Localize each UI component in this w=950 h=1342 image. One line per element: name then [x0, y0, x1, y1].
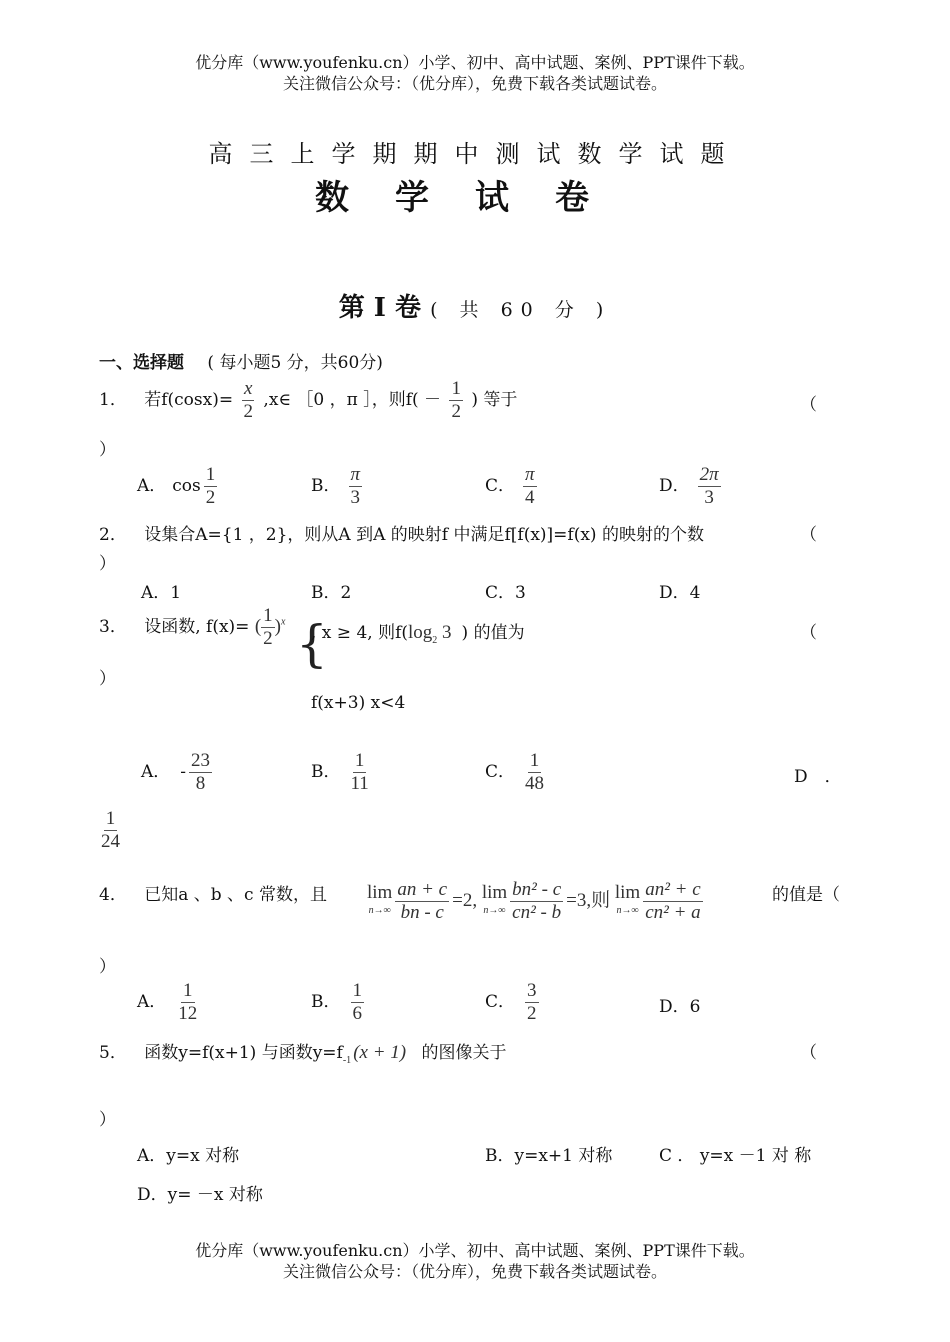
q1-option-b[interactable]: B． $\frac{\pi}{3}$: [311, 464, 361, 508]
q3-option-d-label[interactable]: D ．: [794, 767, 842, 787]
q3-text-pre: 设函数, f(x)=: [144, 616, 250, 637]
header-line-1: 优分库（www.youfenku.cn）小学、初中、高中试题、案例、PPT课件下载。: [195, 53, 755, 72]
q5-option-b[interactable]: B．y=x+1 对称: [485, 1146, 613, 1166]
exam-subtitle: 高三上学期期中测试数学试题: [208, 140, 742, 168]
q1-option-d[interactable]: D． $\frac{2\pi}{3}$: [659, 464, 719, 508]
q3-log: $\log_2 3$: [408, 622, 452, 646]
q5-option-d[interactable]: D．y= －x 对称: [137, 1185, 263, 1205]
q3-answer-paren-close: ）: [99, 669, 116, 689]
q2-option-c[interactable]: C．3: [485, 583, 526, 603]
footer-line-1: 优分库（www.youfenku.cn）小学、初中、高中试题、案例、PPT课件下载。: [195, 1241, 755, 1260]
footer-line-2: 关注微信公众号：（优分库），免费下载各类试题试卷。: [282, 1262, 667, 1281]
q5-option-c[interactable]: C ． y=x －1 对 称: [659, 1146, 812, 1166]
q4-text-pre: 已知a 、b 、c 常数，且: [144, 885, 327, 905]
q5-text-post: 的图像关于: [421, 1043, 507, 1063]
question-3: [99, 605, 285, 650]
q4-option-b[interactable]: B． $\frac{1}{6}$: [311, 980, 362, 1024]
q4-option-d[interactable]: D．6: [659, 997, 701, 1017]
question-4: [99, 880, 327, 905]
q4-limit-expression: lim n→∞ $\frac{an + c}{bn - c}$ =2, lim n→∞ $\frac{\text{bn² - c}}{\text{cn² - b}}$ =3,则 lim n→∞ $\frac{\text{an² + c}}{\text{cn² + a}}$: [367, 879, 701, 923]
q1-option-a[interactable]: A． cos $\frac{1}{2}$: [137, 464, 216, 508]
q3-option-c[interactable]: C． $\frac{1}{48}$: [485, 750, 545, 794]
q1-fraction-x-over-2: $\frac{x}{2}$: [243, 378, 254, 422]
q3-number: 3．: [99, 616, 127, 637]
part-main: 第 I 卷: [338, 293, 422, 323]
q5-answer-paren-open: （: [800, 1043, 817, 1063]
q1-number: 1．: [99, 390, 127, 410]
q1-fraction-1-over-2: $\frac{1}{2}$: [451, 378, 461, 422]
q2-text: 设集合A={1 ，2}，则从A 到A 的映射f 中满足f[f(x)]=f(x) 的映射的个数: [144, 525, 704, 545]
q4-lim-1: lim n→∞: [367, 881, 393, 916]
q5-text-pre: 函数y=f(x+1) 与函数y=f: [144, 1043, 343, 1063]
q4-answer-paren-close: ）: [99, 957, 116, 977]
q5-option-a[interactable]: A．y=x 对称: [137, 1146, 240, 1166]
q2-option-d[interactable]: D．4: [659, 583, 701, 603]
q1-answer-paren-open: （: [800, 395, 817, 415]
part-sub: ( 共 60 分 ): [430, 299, 612, 321]
q2-option-b[interactable]: B．2: [311, 583, 352, 603]
q1-text-pre: 若f(cosx)=: [144, 390, 234, 410]
q2-answer-paren-open: （: [800, 525, 817, 545]
part-title: [0, 287, 950, 324]
q4-lim-3: lim n→∞: [614, 881, 641, 916]
q5-number: 5．: [99, 1043, 127, 1063]
q4-number: 4．: [99, 885, 127, 905]
section-note: ( 每小题5 分，共60分): [207, 353, 383, 373]
q5-inverse: $_{-1}$ (x + 1): [342, 1042, 407, 1066]
q1-answer-paren-close: ）: [99, 440, 116, 460]
q3-option-a[interactable]: A． - $\frac{23}{8}$: [141, 750, 211, 794]
q5-answer-paren-close: ）: [99, 1110, 116, 1130]
q2-number: 2．: [99, 525, 127, 545]
q1-option-c[interactable]: C． $\frac{\pi}{4}$: [485, 464, 535, 508]
q3-case-2: f(x+3) x<4: [311, 693, 406, 713]
q3-case-1: , x ≥ 4, 则$f(\log_2$ 3 ) 的值为: [311, 622, 525, 646]
q1-text-post: ) 等于: [471, 390, 518, 410]
exam-title: 数学试卷: [315, 178, 635, 218]
q1-text-mid: ,x∈ ［0 ，π ］，则f( －: [263, 390, 442, 410]
q3-piecewise-brace: {: [296, 615, 328, 673]
q3-option-d-value[interactable]: $\frac{1}{24}$: [101, 808, 120, 852]
question-1: [99, 378, 517, 423]
q4-lim-2: lim n→∞: [481, 881, 508, 916]
q3-answer-paren-open: （: [800, 623, 817, 643]
section-heading: [99, 348, 383, 373]
q3-option-b[interactable]: B． $\frac{1}{11}$: [311, 750, 369, 794]
q4-text-post: 的值是（: [772, 885, 840, 905]
q2-option-a[interactable]: A．1: [141, 583, 182, 603]
q4-option-a[interactable]: A． $\frac{1}{12}$: [137, 980, 198, 1024]
header-line-2: 关注微信公众号：（优分库），免费下载各类试题试卷。: [282, 74, 667, 93]
section-label: 一、选择题: [99, 353, 184, 373]
q4-option-c[interactable]: C． $\frac{3}{2}$: [485, 980, 537, 1024]
q2-answer-paren-close: ）: [99, 554, 116, 574]
question-2: [99, 520, 704, 545]
question-5: [99, 1038, 507, 1066]
q3-base: ( $\frac{1}{2}$ )$^x$: [254, 605, 286, 649]
